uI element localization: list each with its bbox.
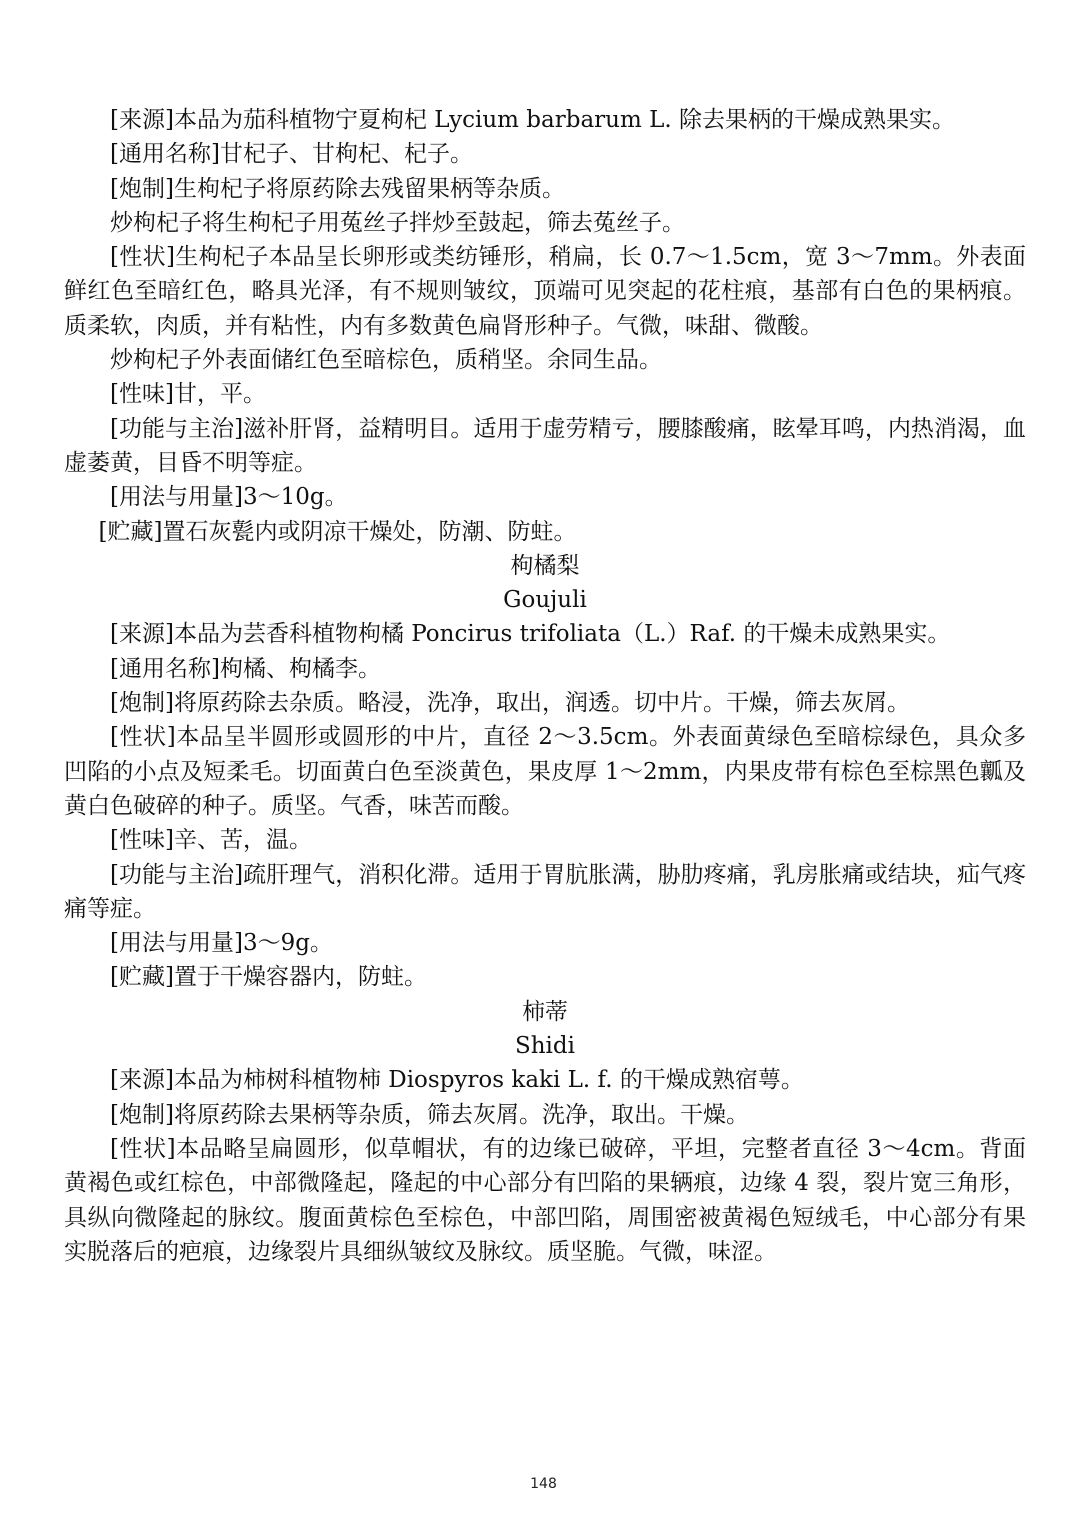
entry-pinyin-shidi: Shidi <box>514 1033 575 1060</box>
paragraph-goujuli-nature: [性味]辛、苦，温。 <box>110 827 312 854</box>
paragraph-shidi-characteristics: [性状]本品略呈扁圆形，似草帽状，有的边缘已破碎，平坦，完整者直径 3～4cm。背面黄褐色或红棕色，中部微隆起，隆起的中心部分有凹陷的果辆痕，边缘 4 裂，裂片宽三角形，具纵向微隆起的脉纹。腹面黄棕色至棕色，中部凹陷，周围密被黄褐色短绒毛，中心部分有果实脱落后的疤痕，边缘裂片具细纵皱纹及脉纹。质坚脆。气微，味涩。 <box>64 1135 1026 1265</box>
paragraph-gouqi-stir-fried: 炒枸杞子将生枸杞子用菟丝子拌炒至鼓起，筛去菟丝子。 <box>110 209 685 236</box>
paragraph-goujuli-common-name: [通用名称]枸橘、枸橘李。 <box>110 655 381 682</box>
paragraph-gouqi-storage: [贮藏]置石灰甏内或阴凉干燥处，防潮、防蛀。 <box>98 518 577 545</box>
paragraph-gouqi-function: [功能与主治]滋补肝肾，益精明目。适用于虚劳精亏，腰膝酸痛，眩晕耳鸣，内热消渴，血虚萎黄，目昏不明等症。 <box>64 415 1026 476</box>
paragraph-gouqi-dosage: [用法与用量]3～10g。 <box>110 484 348 511</box>
paragraph-shidi-source: [来源]本品为柿树科植物柿 Diospyros kaki L. f. 的干燥成熟宿萼。 <box>110 1067 804 1094</box>
document-body <box>64 103 1026 1269</box>
paragraph-goujuli-processing: [炮制]将原药除去杂质。略浸，洗净，取出，润透。切中片。干燥，筛去灰屑。 <box>110 690 910 717</box>
paragraph-gouqi-stir-fried-characteristics: 炒枸杞子外表面储红色至暗棕色，质稍坚。余同生品。 <box>110 347 662 374</box>
paragraph-shidi-processing: [炮制]将原药除去果柄等杂质，筛去灰屑。洗净，取出。干燥。 <box>110 1101 749 1128</box>
paragraph-gouqi-nature: [性味]甘，平。 <box>110 381 266 408</box>
paragraph-goujuli-dosage: [用法与用量]3～9g。 <box>110 930 333 957</box>
entry-pinyin-goujuli: Goujuli <box>503 587 587 614</box>
entry-title-shidi: 柿蒂 <box>522 998 568 1025</box>
paragraph-gouqi-processing: [炮制]生枸杞子将原药除去残留果柄等杂质。 <box>110 175 565 202</box>
page-number: 148 <box>530 1476 557 1492</box>
entry-title-goujuli: 枸橘梨 <box>510 552 580 579</box>
paragraph-goujuli-characteristics: [性状]本品呈半圆形或圆形的中片，直径 2～3.5cm。外表面黄绿色至暗棕绿色，具众多凹陷的小点及短柔毛。切面黄白色至淡黄色，果皮厚 1～2mm，内果皮带有棕色至棕黑色瓤及黄白色破碎的种子。质坚。气香，味苦而酸。 <box>64 724 1026 819</box>
paragraph-gouqi-common-name: [通用名称]甘杞子、甘枸杞、杞子。 <box>110 141 473 168</box>
paragraph-goujuli-function: [功能与主治]疏肝理气，消积化滞。适用于胃肮胀满，胁肋疼痛，乳房胀痛或结块，疝气疼痛等症。 <box>64 861 1026 922</box>
paragraph-goujuli-source: [来源]本品为芸香科植物枸橘 Poncirus trifoliata（L.）Raf. 的干燥未成熟果实。 <box>110 621 951 648</box>
paragraph-gouqi-characteristics: [性状]生枸杞子本品呈长卵形或类纺锤形，稍扁，长 0.7～1.5cm，宽 3～7mm。外表面鲜红色至暗红色，略具光泽，有不规则皱纹，顶端可见突起的花柱痕，基部有白色的果柄痕。质柔软，肉质，并有粘性，内有多数黄色扁肾形种子。气微，味甜、微酸。 <box>64 244 1026 339</box>
paragraph-gouqi-source: [来源]本品为茄科植物宁夏枸杞 Lycium barbarum L. 除去果柄的干燥成熟果实。 <box>110 107 955 133</box>
paragraph-goujuli-storage: [贮藏]置于干燥容器内，防蛀。 <box>110 964 427 991</box>
